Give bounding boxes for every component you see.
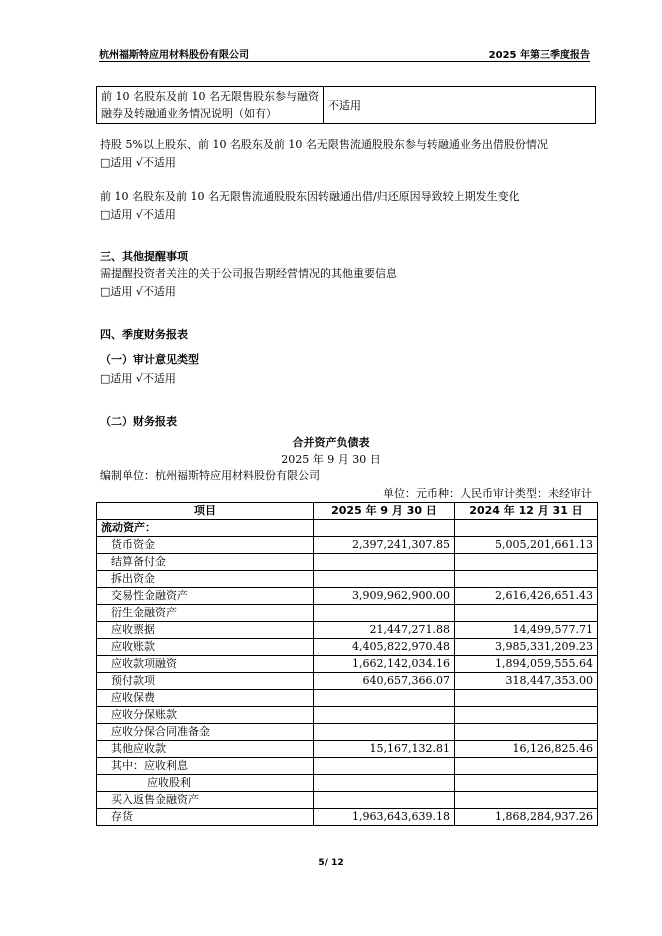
- col-header-previous: 2024 年 12 月 31 日: [455, 503, 598, 520]
- row-previous: [455, 605, 598, 622]
- col-header-current: 2025 年 9 月 30 日: [314, 503, 455, 520]
- table-row: [97, 741, 598, 758]
- row-current: 1,662,142,034.16: [314, 656, 455, 673]
- row-item: 买入返售金融资产: [97, 792, 314, 809]
- table-row: [97, 775, 598, 792]
- balance-sheet-date: 2025 年 9 月 30 日: [281, 453, 381, 466]
- row-item: 衍生金融资产: [97, 605, 314, 622]
- change-text: 前 10 名股东及前 10 名无限售流通股股东因转融通出借/归还原因导致较上期发生变化: [100, 190, 520, 203]
- row-item: 应收股利: [97, 775, 314, 792]
- row-current: [314, 758, 455, 775]
- table-row: [97, 588, 598, 605]
- row-previous: 5,005,201,661.13: [455, 537, 598, 554]
- table-row: [97, 673, 598, 690]
- lending-option: □适用 √不适用: [100, 156, 176, 169]
- table-row: [97, 792, 598, 809]
- table-row: [97, 690, 598, 707]
- row-previous: [455, 690, 598, 707]
- table-row: [97, 656, 598, 673]
- row-item: 应收分保合同准备金: [97, 724, 314, 741]
- row-previous: 1,894,059,555.64: [455, 656, 598, 673]
- row-item: 存货: [97, 809, 314, 826]
- margin-trading-label: 前 10 名股东及前 10 名无限售股东参与融资融券及转融通业务情况说明（如有）: [97, 87, 324, 124]
- row-previous: 318,447,353.00: [455, 673, 598, 690]
- row-item: 流动资产：: [97, 520, 314, 537]
- col-header-item: 项目: [97, 503, 314, 520]
- lending-text: 持股 5%以上股东、前 10 名股东及前 10 名无限售流通股股东参与转融通业务出借股份情况: [100, 138, 548, 151]
- table-row: [97, 537, 598, 554]
- page-header: [99, 46, 590, 60]
- row-previous: [455, 520, 598, 537]
- balance-sheet-title: 合并资产负债表: [292, 436, 370, 449]
- row-item: 应收分保账款: [97, 707, 314, 724]
- table-row: [97, 571, 598, 588]
- table-row: [97, 87, 596, 124]
- header-report-title: 2025 年第三季度报告: [488, 50, 590, 61]
- table-row: [97, 758, 598, 775]
- row-previous: [455, 707, 598, 724]
- row-item: 应收款项融资: [97, 656, 314, 673]
- row-previous: 1,868,284,937.26: [455, 809, 598, 826]
- row-current: [314, 554, 455, 571]
- audit-heading: （一）审计意见类型: [100, 353, 199, 366]
- row-current: [314, 605, 455, 622]
- table-row: [97, 724, 598, 741]
- row-item: 应收账款: [97, 639, 314, 656]
- fs-heading: 四、季度财务报表: [100, 328, 188, 341]
- row-previous: [455, 792, 598, 809]
- header-divider: [99, 61, 590, 62]
- table-row: [97, 622, 598, 639]
- row-previous: 14,499,577.71: [455, 622, 598, 639]
- balance-sheet-table: [96, 502, 598, 826]
- row-current: [314, 724, 455, 741]
- row-item: 预付款项: [97, 673, 314, 690]
- reminder-heading: 三、其他提醒事项: [100, 250, 188, 263]
- row-current: 640,657,366.07: [314, 673, 455, 690]
- row-current: [314, 775, 455, 792]
- row-current: [314, 520, 455, 537]
- row-item: 交易性金融资产: [97, 588, 314, 605]
- row-item: 应收票据: [97, 622, 314, 639]
- row-current: [314, 792, 455, 809]
- row-previous: [455, 775, 598, 792]
- page-number: 5/ 12: [318, 858, 344, 868]
- row-item: 拆出资金: [97, 571, 314, 588]
- row-item: 其中：应收利息: [97, 758, 314, 775]
- reminder-option: □适用 √不适用: [100, 285, 176, 298]
- row-item: 其他应收款: [97, 741, 314, 758]
- row-current: [314, 707, 455, 724]
- unit-line: 单位：元币种：人民币审计类型：未经审计: [383, 487, 592, 500]
- row-item: 货币资金: [97, 537, 314, 554]
- row-current: 15,167,132.81: [314, 741, 455, 758]
- change-option: □适用 √不适用: [100, 208, 176, 221]
- row-previous: [455, 554, 598, 571]
- table-row: [97, 605, 598, 622]
- row-current: [314, 571, 455, 588]
- statements-heading: （二）财务报表: [100, 415, 177, 428]
- row-current: 1,963,643,639.18: [314, 809, 455, 826]
- table-row: [97, 707, 598, 724]
- row-current: 3,909,962,900.00: [314, 588, 455, 605]
- row-previous: [455, 758, 598, 775]
- row-item: 结算备付金: [97, 554, 314, 571]
- row-previous: 3,985,331,209.23: [455, 639, 598, 656]
- row-previous: [455, 724, 598, 741]
- table-header-row: [97, 503, 598, 520]
- table-row: [97, 639, 598, 656]
- margin-trading-value: 不适用: [324, 87, 596, 124]
- row-item: 应收保费: [97, 690, 314, 707]
- table-row: [97, 809, 598, 826]
- table-row: [97, 520, 598, 537]
- reminder-text: 需提醒投资者关注的关于公司报告期经营情况的其他重要信息: [100, 267, 397, 280]
- row-previous: 16,126,825.46: [455, 741, 598, 758]
- row-current: [314, 690, 455, 707]
- header-company: 杭州福斯特应用材料股份有限公司: [99, 50, 249, 61]
- preparer: 编制单位：杭州福斯特应用材料股份有限公司: [100, 469, 320, 482]
- row-current: 4,405,822,970.48: [314, 639, 455, 656]
- row-current: 21,447,271.88: [314, 622, 455, 639]
- row-previous: [455, 571, 598, 588]
- audit-option: □适用 √不适用: [100, 372, 176, 385]
- row-previous: 2,616,426,651.43: [455, 588, 598, 605]
- table-row: [97, 554, 598, 571]
- row-current: 2,397,241,307.85: [314, 537, 455, 554]
- margin-trading-table: [96, 86, 596, 124]
